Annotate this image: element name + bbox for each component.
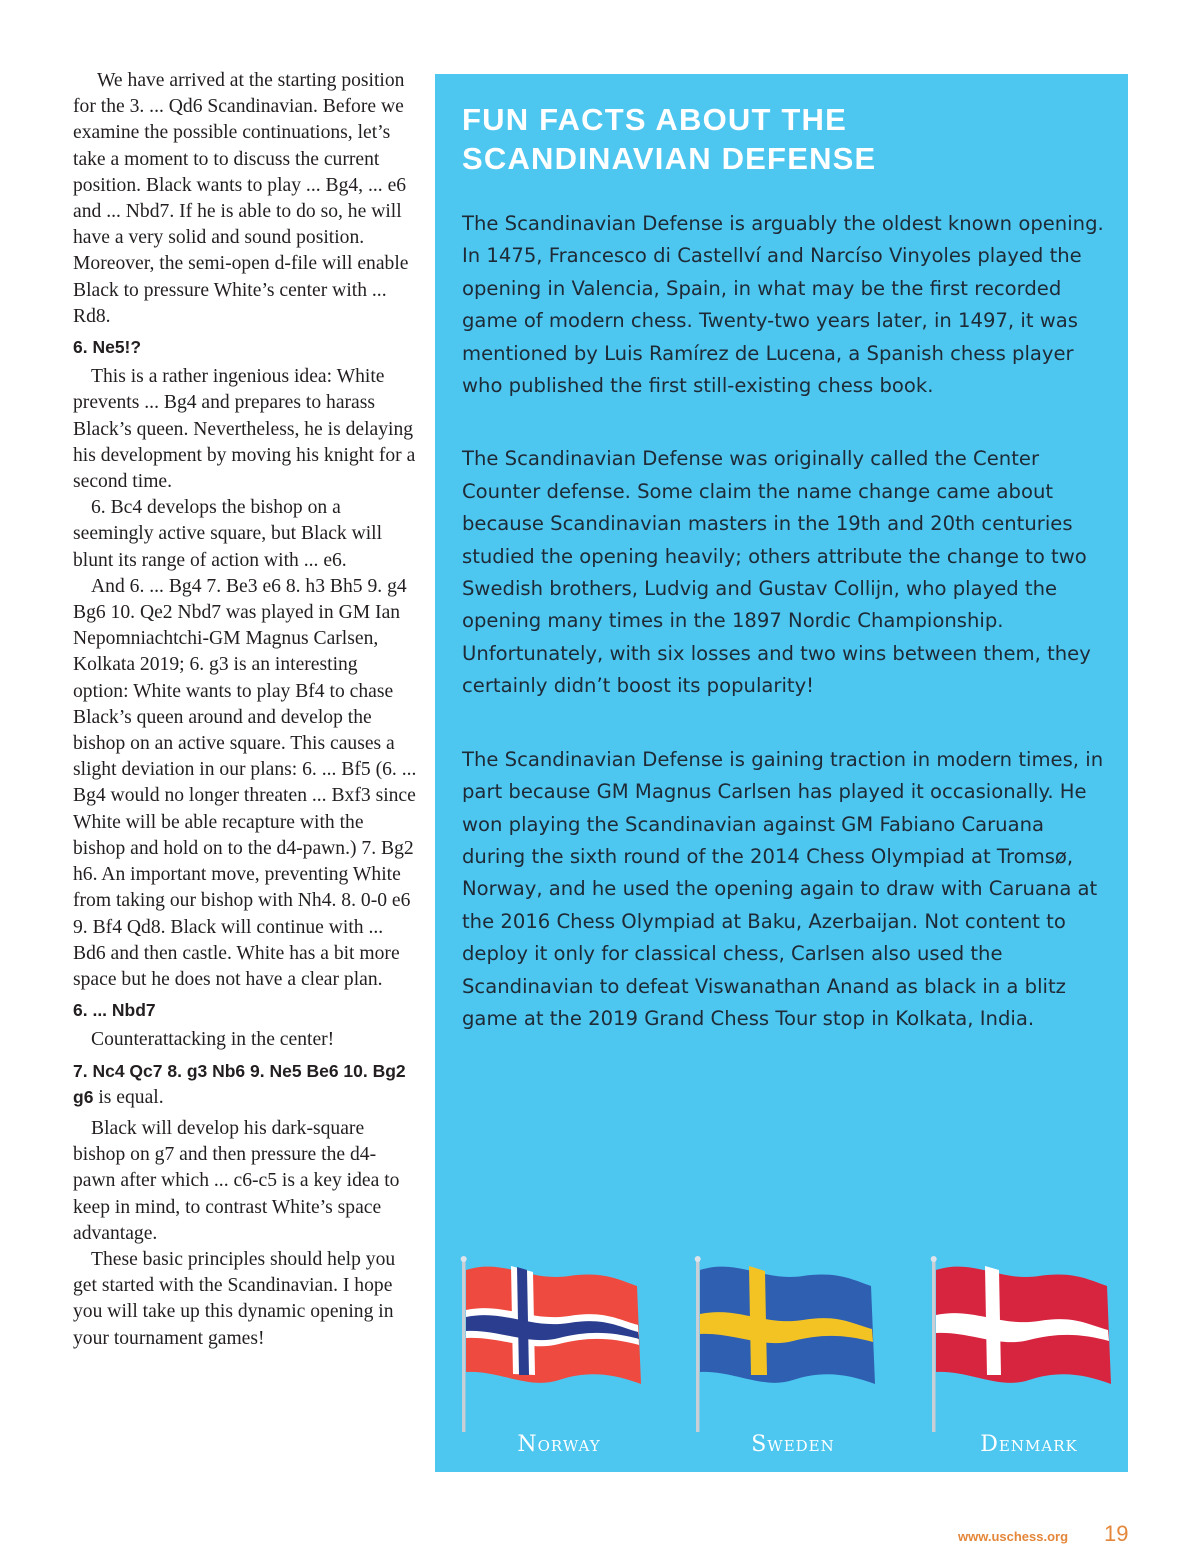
flag-denmark — [929, 1252, 1129, 1472]
flag-label: Denmark — [980, 1432, 1078, 1457]
paragraph: 6. Bc4 develops the bishop on a seemingly active square, but Black will blunt its range of action with ... e6. — [73, 497, 383, 571]
article-column — [73, 68, 418, 1352]
norway-flag-icon — [459, 1252, 659, 1432]
flag-sweden — [693, 1252, 893, 1472]
sidebar-paragraph: The Scandinavian Defense is arguably the oldest known opening. In 1475, Francesco di Castellví and Narcíso Vinyoles played the opening in Valencia, Spain, in what may be the first recorded game of modern chess. Twenty-two years later, in 1497, it was mentioned by Luis Ramírez de Lucena, a Spanish chess player who published the first still-existing chess book. — [462, 212, 1104, 398]
flag-label: Sweden — [751, 1432, 835, 1457]
flag-label: Norway — [517, 1432, 601, 1457]
paragraph: And 6. ... Bg4 7. Be3 e6 8. h3 Bh5 9. g4 Bg6 10. Qe2 Nbd7 was played in GM Ian Nepomniachtchi-GM Magnus Carlsen, Kolkata 2019; 6. g3 is an interesting option: White wants to play Bf4 to chase Black’s queen around and develop the bishop on an active square. This causes a slight deviation in our plans: 6. ... Bf5 (6. ... Bg4 would no longer threaten ... Bxf3 since White will be able recapture with the bishop and hold on to the d4-pawn.) 7. Bg2 h6. An important move, preventing White from taking our bishop with Nh4. 8. 0-0 e6 9. Bf4 Qd8. Black will continue with ... Bd6 and then castle. White has a bit more space but he does not have a clear plan. — [73, 575, 417, 990]
fun-facts-sidebar — [435, 74, 1128, 1472]
sidebar-paragraph: The Scandinavian Defense is gaining traction in modern times, in part because GM Magnus Carlsen has played it occasionally. He won playing the Scandinavian against GM Fabiano Caruana during the sixth round of the 2014 Chess Olympiad at Tromsø, Norway, and he used the opening again to draw with Caruana at the 2016 Chess Olympiad at Baku, Azerbaijan. Not content to deploy it only for classical chess, Carlsen also used the Scandinavian to defeat Viswanathan Anand as black in a blitz game at the 2019 Grand Chess Tour stop in Kolkata, India. — [462, 747, 1104, 1030]
sweden-flag-icon — [693, 1252, 893, 1432]
move-heading: 6. ... Nbd7 — [73, 1000, 156, 1021]
paragraph: We have arrived at the starting position for the 3. ... Qd6 Scandinavian. Before we examine the possible continuations, let’s take a moment to to discuss the current position. Black wants to play ... Bg4, ... e6 and ... Nbd7. If he is able to do so, he will have a very solid and sound position. Moreover, the semi-open d-file will enable Black to pressure White’s center with ... Rd8. — [73, 70, 409, 327]
move-evaluation: is equal. — [93, 1086, 164, 1108]
paragraph: Counterattacking in the center! — [91, 1029, 335, 1051]
sidebar-title-line: SCANDINAVIAN DEFENSE — [462, 141, 877, 176]
move-heading: 6. Ne5!? — [73, 337, 142, 358]
sidebar-title-line: FUN FACTS ABOUT THE — [462, 102, 848, 137]
sidebar-title — [462, 100, 1102, 178]
page-number: 19 — [1104, 1521, 1129, 1546]
move-sequence: 7. Nc4 Qc7 8. g3 Nb6 9. Ne5 Be6 10. Bg2 g6 — [73, 1060, 406, 1107]
footer-url[interactable]: www.uschess.org — [958, 1529, 1069, 1544]
sidebar-paragraph: The Scandinavian Defense was originally called the Center Counter defense. Some claim the name change came about because Scandinavian masters in the 19th and 20th centuries studied the opening heavily; others attribute the change to two Swedish brothers, Ludvig and Gustav Collijn, who played the opening many times in the 1897 Nordic Championship. Unfortunately, with six losses and two wins between them, they certainly didn’t boost its popularity! — [462, 447, 1091, 698]
sidebar-body — [462, 208, 1112, 1076]
flags-row — [435, 1252, 1128, 1472]
flag-norway — [459, 1252, 659, 1472]
paragraph: Black will develop his dark-square bishop on g7 and then pressure the d4-pawn after which ... c6-c5 is a key idea to keep in mind, to contrast White’s space advantage. — [73, 1117, 400, 1244]
paragraph: These basic principles should help you get started with the Scandinavian. I hope you will take up this dynamic opening in your tournament games! — [73, 1248, 396, 1349]
paragraph: This is a rather ingenious idea: White prevents ... Bg4 and prepares to harass Black’s queen. Nevertheless, he is delaying his development by moving his knight for a second time. — [73, 366, 416, 493]
denmark-flag-icon — [929, 1252, 1129, 1432]
move-heading — [73, 1058, 418, 1111]
